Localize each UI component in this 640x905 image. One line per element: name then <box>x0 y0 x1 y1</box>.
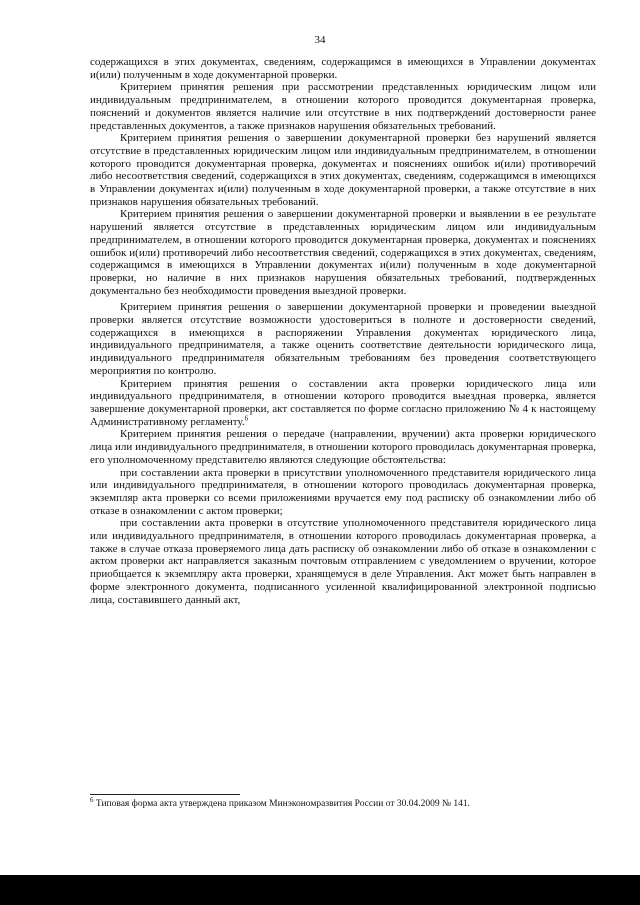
footnote-text: Типовая форма акта утверждена приказом Минэкономразвития России от 30.04.2009 № 141. <box>93 799 471 809</box>
footnote-marker: 6 <box>90 795 94 804</box>
paragraph: Критерием принятия решения о завершении документарной проверки без нарушений является отсутствие в представленных юридическим лицом или индивидуальным предпринимателем, в отношении которого проводится документарная проверка, документах и пояснениях ошибок и(или) противоречий либо несоответствия сведений, содержащихся в этих документах, сведениям, содержащимся в имеющихся в Управлении документах и(или) полученным в ходе документарной проверки, а также отсутствие в них признаков нарушения обязательных требований. <box>90 132 596 208</box>
paragraph: при составлении акта проверки в отсутствие уполномоченного представителя юридического лица или индивидуального предпринимателя, в отношении которого проводилась документарная проверка, а также в случае отказа проверяемого лица дать расписку об ознакомлении либо об отказе в ознакомлении с актом проверки акт направляется заказным почтовым отправлением с уведомлением о вручении, которое приобщается к экземпляру акта проверки, хранящемуся в деле Управления. Акт может быть направлен в форме электронного документа, подписанного усиленной квалифицированной электронной подписью лица, составившего данный акт, <box>90 517 596 606</box>
paragraph: Критерием принятия решения о завершении документарной проверки и проведении выездной проверки является отсутствие возможности удостовериться в полноте и достоверности сведений, содержащихся в имеющихся в распоряжении Управления документах юридического лица, индивидуального предпринимателя, а также оценить соответствие деятельности юридического лица, индивидуального предпринимателя обязательным требованиям без проведения соответствующего мероприятия по контролю. <box>90 301 596 377</box>
footnote-divider <box>90 794 240 795</box>
document-body <box>90 56 596 606</box>
page-number: 34 <box>314 34 326 46</box>
paragraph-text: Критерием принятия решения о составлении акта проверки юридического лица или индивидуального предпринимателя, в отношении которого проводится выездная проверка, является завершение документарной проверки, акт составляется по форме согласно приложению № 4 к настоящему Административному регламенту. <box>90 377 596 428</box>
paragraph: при составлении акта проверки в присутствии уполномоченного представителя юридического лица или индивидуального предпринимателя, в отношении которого проводилась документарная проверка, экземпляр акта проверки со всеми приложениями вручается ему под расписку об ознакомлении либо об отказе в ознакомлении с актом проверки; <box>90 466 596 517</box>
paragraph: Критерием принятия решения при рассмотрении представленных юридическим лицом или индивидуальным предпринимателем, в отношении которого проводится документарная проверка, пояснений и документов является наличие или отсутствие в них подтверждений достоверности ранее представленных документов, а также признаков нарушения обязательных требований. <box>90 81 596 132</box>
paragraph: Критерием принятия решения о завершении документарной проверки и выявлении в ее результате нарушений является отсутствие в представленных юридическим лицом или индивидуальным предпринимателем, в отношении которого проводится документарная проверка, документах и пояснениях ошибок и(или) противоречий либо несоответствия сведений, содержащихся в этих документах, сведениям, содержащимся в имеющихся в Управлении документах и(или) полученным в ходе документарной проверки, но наличие в них признаков нарушения обязательных требований, подтвержденных документально без необходимости проведения выездной проверки. <box>90 208 596 297</box>
paragraph: Критерием принятия решения о передаче (направлении, вручении) акта проверки юридического лица или индивидуального предпринимателя, в отношении которого проводилась документарная проверка, его уполномоченному представителю являются следующие обстоятельства: <box>90 428 596 466</box>
footnote-reference: 6 <box>244 414 249 423</box>
footnote <box>90 795 596 810</box>
scan-border <box>0 875 640 905</box>
paragraph: содержащихся в этих документах, сведениям, содержащимся в имеющихся в Управлении документах и(или) полученным в ходе документарной проверки. <box>90 56 596 81</box>
paragraph-with-footnote <box>90 378 596 429</box>
